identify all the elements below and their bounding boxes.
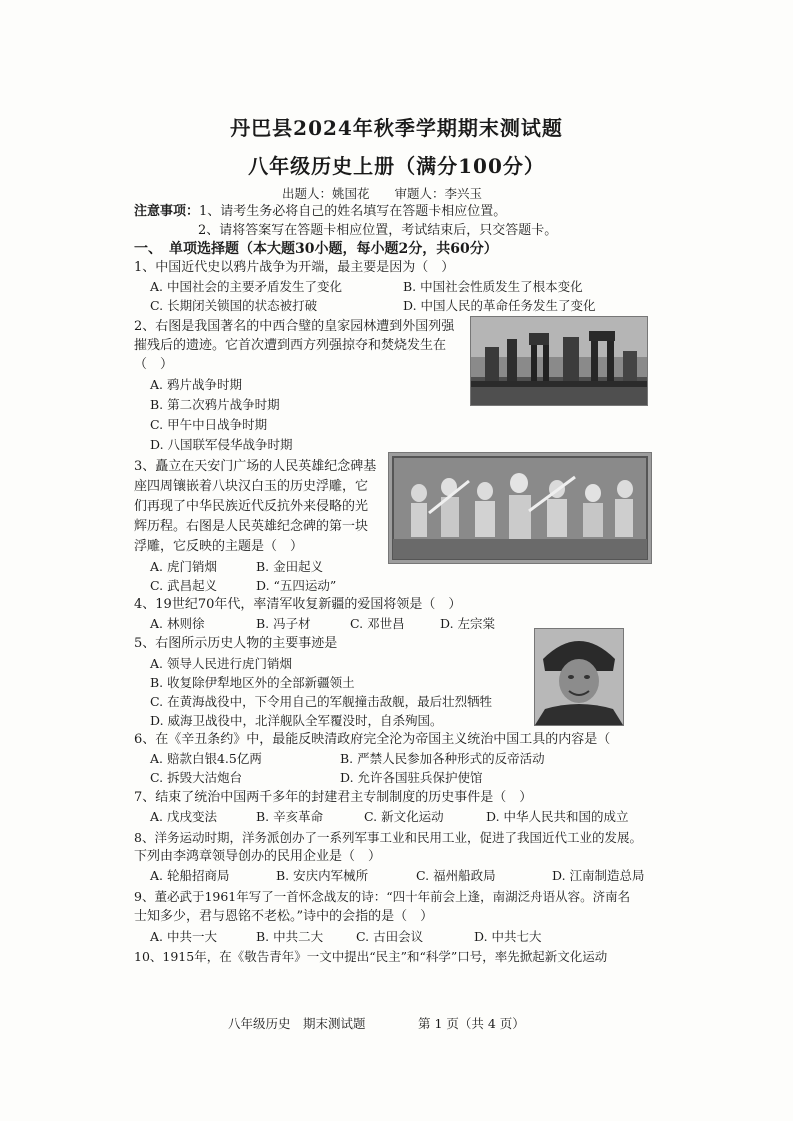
q6-option-d: D. 允许各国驻兵保护使馆 <box>340 770 483 785</box>
q8-option-a: A. 轮船招商局 <box>150 868 230 883</box>
q1-option-b: B. 中国社会性质发生了根本变化 <box>403 279 583 294</box>
q5-stem: 5、右图所示历史人物的主要事迹是 <box>134 636 338 651</box>
q1-option-d: D. 中国人民的革命任务发生了变化 <box>403 298 596 313</box>
notice-line-1 <box>134 203 506 221</box>
q3-option-c: C. 武昌起义 <box>150 578 218 593</box>
q6-option-c: C. 拆毁大沽炮台 <box>150 770 243 785</box>
ruins-photo <box>470 316 648 406</box>
q3-stem-5: 浮雕，它反映的主题是（ ） <box>134 539 304 554</box>
notice-1: 1、请考生务必将自己的姓名填写在答题卡相应位置。 <box>199 204 507 219</box>
q1-option-a: A. 中国社会的主要矛盾发生了变化 <box>150 279 342 294</box>
authors-line: 出题人：姚国花 审题人：李兴玉 <box>282 186 483 201</box>
portrait-photo <box>534 628 624 726</box>
q2-option-b: B. 第二次鸦片战争时期 <box>150 397 280 412</box>
q8-option-b: B. 安庆内军械所 <box>276 868 369 883</box>
q2-stem-1: 2、右图是我国著名的中西合璧的皇家园林遭到外国列强 <box>134 319 455 334</box>
q4-option-a: A. 林则徐 <box>150 616 205 631</box>
q9-option-a: A. 中共一大 <box>150 929 217 944</box>
q2-option-a: A. 鸦片战争时期 <box>150 377 242 392</box>
q5-option-d: D. 威海卫战役中，北洋舰队全军覆没时，自杀殉国。 <box>150 713 443 728</box>
q2-option-c: C. 甲午中日战争时期 <box>150 417 268 432</box>
q6-option-a: A. 赔款白银4.5亿两 <box>150 751 262 766</box>
q7-option-a: A. 戊戌变法 <box>150 809 217 824</box>
q2-option-d: D. 八国联军侵华战争时期 <box>150 437 293 452</box>
relief-photo <box>388 452 652 564</box>
q3-option-b: B. 金田起义 <box>256 559 324 574</box>
q4-option-d: D. 左宗棠 <box>440 616 496 631</box>
q8-option-d: D. 江南制造总局 <box>552 868 645 883</box>
q10-stem: 10、1915年，在《敬告青年》一文中提出“民主”和“科学”口号，率先掀起新文化运动 <box>134 949 608 964</box>
exam-subtitle: 八年级历史上册（满分100分） <box>248 154 545 178</box>
q4-option-b: B. 冯子材 <box>256 616 311 631</box>
q4-stem: 4、19世纪70年代，率清军收复新疆的爱国将领是（ ） <box>134 597 462 612</box>
q5-option-b: B. 收复除伊犁地区外的全部新疆领土 <box>150 675 355 690</box>
q3-option-d: D. “五四运动” <box>256 578 337 593</box>
q2-stem-3: （ ） <box>134 357 174 372</box>
q3-stem-2: 座四周镶嵌着八块汉白玉的历史浮雕，它 <box>134 479 369 494</box>
q3-stem-1: 3、矗立在天安门广场的人民英雄纪念碑基 <box>134 459 377 474</box>
footer-page-number: 第 1 页（共 4 页） <box>418 1016 525 1031</box>
portrait-image <box>535 629 623 725</box>
q5-option-c: C. 在黄海战役中，下令用自己的军舰撞击敌舰，最后壮烈牺牲 <box>150 694 493 709</box>
q9-stem-2: 士知多少，君与恩铭不老松。”诗中的会指的是（ ） <box>134 909 434 924</box>
q7-option-b: B. 辛亥革命 <box>256 809 324 824</box>
section-title: 一、 单项选择题（本大题30小题，每小题2分，共60分） <box>134 241 498 257</box>
q9-option-c: C. 古田会议 <box>356 929 424 944</box>
q7-stem: 7、结束了统治中国两千多年的封建君主专制制度的历史事件是（ ） <box>134 790 533 805</box>
q5-option-a: A. 领导人民进行虎门销烟 <box>150 656 292 671</box>
notice-2: 2、请将答案写在答题卡相应位置，考试结束后，只交答题卡。 <box>198 223 558 238</box>
notice-label: 注意事项： <box>134 204 200 219</box>
q6-option-b: B. 严禁人民参加各种形式的反帝活动 <box>340 751 545 766</box>
q8-stem-1: 8、洋务运动时期，洋务派创办了一系列军事工业和民用工业，促进了我国近代工业的发展。 <box>134 830 642 845</box>
q1-option-c: C. 长期闭关锁国的状态被打破 <box>150 298 318 313</box>
q9-option-d: D. 中共七大 <box>474 929 542 944</box>
q9-option-b: B. 中共二大 <box>256 929 324 944</box>
q9-stem-1: 9、董必武于1961年写了一首怀念战友的诗：“四十年前会上逢，南湖泛舟语从容。济南名 <box>134 889 631 904</box>
q1-stem: 1、中国近代史以鸦片战争为开端，最主要是因为（ ） <box>134 260 455 275</box>
exam-title: 丹巴县2024年秋季学期期末测试题 <box>230 116 563 140</box>
q6-stem: 6、在《辛丑条约》中，最能反映清政府完全沦为帝国主义统治中国工具的内容是（ <box>134 732 611 747</box>
q7-option-c: C. 新文化运动 <box>364 809 444 824</box>
relief-image <box>389 453 651 563</box>
q3-option-a: A. 虎门销烟 <box>150 559 217 574</box>
footer-left: 八年级历史 期末测试题 <box>228 1016 366 1031</box>
q3-stem-4: 辉历程。右图是人民英雄纪念碑的第一块 <box>134 519 369 534</box>
q7-option-d: D. 中华人民共和国的成立 <box>486 809 629 824</box>
ruins-image <box>471 317 647 405</box>
q4-option-c: C. 邓世昌 <box>350 616 405 631</box>
q8-option-c: C. 福州船政局 <box>416 868 496 883</box>
q3-stem-3: 们再现了中华民族近代反抗外来侵略的光 <box>134 499 369 514</box>
q2-stem-2: 摧残后的遗迹。它首次遭到西方列强掠夺和焚烧发生在 <box>134 338 447 353</box>
q8-stem-2: 下列由李鸿章领导创办的民用企业是（ ） <box>134 849 382 864</box>
